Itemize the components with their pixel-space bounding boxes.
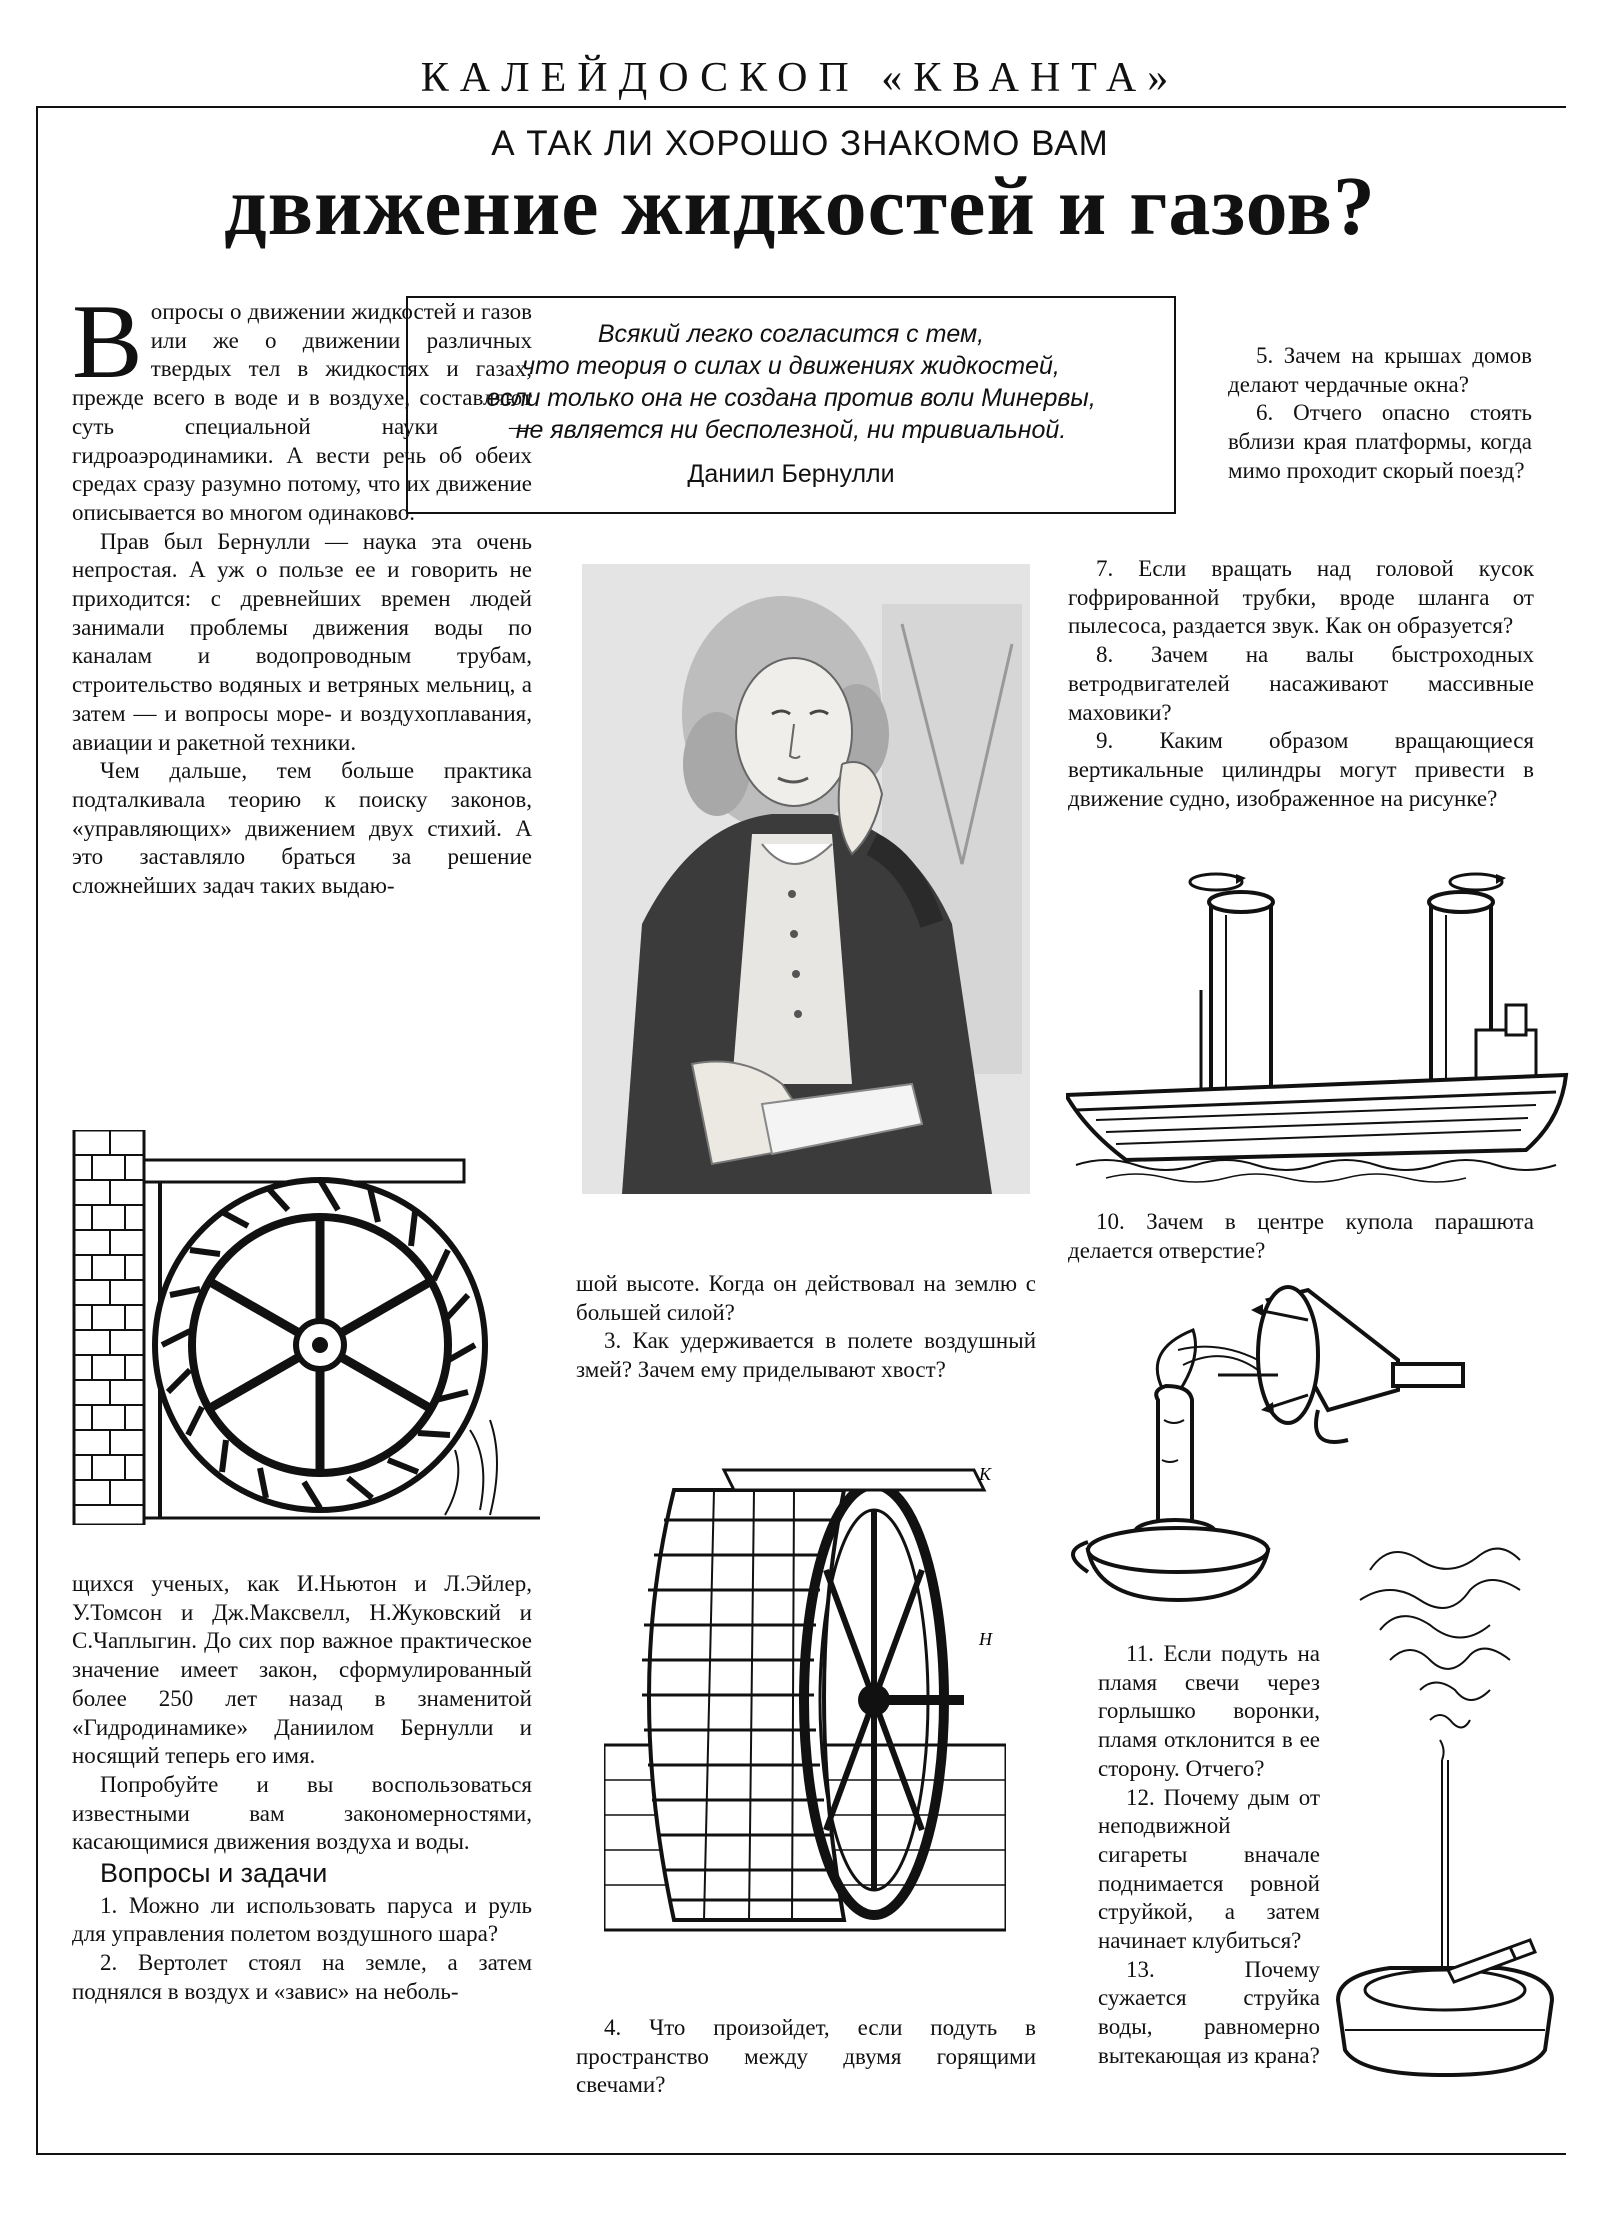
epigraph-line: если только она не создана против воли Минервы, bbox=[486, 384, 1096, 412]
question-2: 2. Вертолет стоял на земле, а затем поднялся в воздух и «завис» на неболь- bbox=[72, 1950, 532, 2004]
question-3: 3. Как удерживается в полете воздушный змей? Зачем ему приделывают хвост? bbox=[576, 1328, 1036, 1383]
article-kicker: А ТАК ЛИ ХОРОШО ЗНАКОМО ВАМ bbox=[491, 124, 1109, 163]
left-column-bottom bbox=[72, 1570, 532, 2007]
drop-cap: В bbox=[72, 283, 143, 400]
question-10: 10. Зачем в центре купола парашюта делается отверстие? bbox=[1068, 1209, 1534, 1263]
epigraph-line: не является ни бесполезной, ни тривиальной. bbox=[515, 416, 1067, 444]
center-column-top bbox=[576, 1270, 1036, 1385]
right-column-bottom bbox=[1098, 1640, 1320, 2071]
question-6: 6. Отчего опасно стоять вблизи края платформы, когда мимо проходит скорый поезд? bbox=[1228, 400, 1532, 483]
question-11: 11. Если подуть на пламя свечи через горлышко воронки, пламя отклонится в ее сторону. Отчего? bbox=[1098, 1641, 1320, 1781]
rubric-title: КАЛЕЙДОСКОП «КВАНТА» bbox=[420, 55, 1180, 101]
center-column-bottom bbox=[576, 2014, 1036, 2100]
water-wheel-illustration bbox=[70, 1130, 540, 1525]
right-column-narrow bbox=[1228, 342, 1532, 486]
article-title: движение жидкостей и газов? bbox=[224, 160, 1376, 253]
questions-heading: Вопросы и задачи bbox=[100, 1858, 328, 1889]
wheel-label-n: Н bbox=[979, 1629, 992, 1649]
question-2-continued: шой высоте. Когда он действовал на землю с большей силой? bbox=[576, 1271, 1036, 1325]
intro-paragraph-3: Чем дальше, тем больше практика подталкивала теорию к поиску законов, «управляющих» движением двух стихий. А это заставляло браться за решение сложнейших задач таких выдаю- bbox=[72, 758, 532, 899]
question-13: 13. Почему сужается струйка воды, равномерно вытекающая из крана? bbox=[1098, 1956, 1320, 2068]
mill-wheel-illustration bbox=[604, 1450, 1006, 1935]
rotor-ship-illustration bbox=[1066, 860, 1580, 1190]
intro-paragraph-1 bbox=[72, 283, 532, 528]
question-9: 9. Каким образом вращающиеся вертикальные цилиндры могут привести в движение судно, изображенное на рисунке? bbox=[1068, 728, 1534, 811]
question-7: 7. Если вращать над головой кусок гофрированной трубки, вроде шланга от пылесоса, раздается звук. Как он образуется? bbox=[1068, 556, 1534, 639]
epigraph-author: Даниил Бернулли bbox=[687, 460, 895, 488]
right-column-q10 bbox=[1068, 1208, 1534, 1265]
question-8: 8. Зачем на валы быстроходных ветродвигателей насаживают массивные маховики? bbox=[1068, 642, 1534, 725]
question-12: 12. Почему дым от неподвижной сигареты вначале поднимается ровной струйкой, а затем начинает клубиться? bbox=[1098, 1784, 1320, 1954]
intro-paragraph-2: Прав был Бернулли — наука эта очень непростая. А уж о пользе ее и говорить не приходится: с древнейших времен людей занимали проблемы движения воды по каналам и водопроводным трубам, строительство водяных и ветряных мельниц, а затем — и вопросы море- и воздухоплавания, авиации и ракетной техники. bbox=[72, 528, 532, 755]
cigarette-smoke-illustration bbox=[1330, 1530, 1560, 2090]
bernoulli-portrait bbox=[582, 564, 1030, 1194]
question-5: 5. Зачем на крышах домов делают чердачные окна? bbox=[1228, 343, 1532, 397]
intro-paragraph-4: щихся ученых, как И.Ньютон и Л.Эйлер, У.Томсон и Дж.Максвелл, Н.Жуковский и С.Чаплыгин. До сих пор важное практическое значение имеет закон, сформулированный более 250 лет назад в знаменитой «Гидродинамике» Даниилом Бернулли и носящий теперь его имя. bbox=[72, 1571, 532, 1769]
intro-paragraph-5: Попробуйте и вы воспользоваться известными вам закономерностями, касающимися движения воздуха и воды. bbox=[72, 1771, 532, 1855]
wheel-label-k: К bbox=[979, 1464, 991, 1484]
intro-column bbox=[72, 283, 532, 901]
question-1: 1. Можно ли использовать паруса и руль для управления полетом воздушного шара? bbox=[72, 1892, 532, 1947]
question-4: 4. Что произойдет, если подуть в пространство между двумя горящими свечами? bbox=[576, 2015, 1036, 2098]
epigraph-line: что теория о силах и движениях жидкостей, bbox=[522, 352, 1060, 380]
intro-text-1: опросы о движении жидкостей и газов или же о движении различных твердых тел в жидкостях и газах, прежде всего в воде и в воздухе, составляют суть специальной науки — гидроаэродинамики. А вести речь об обеих средах сразу разумно потому, что их движение описывается во многом одинаково. bbox=[72, 299, 532, 525]
right-column-wide bbox=[1068, 555, 1534, 813]
epigraph-line: Всякий легко согласится с тем, bbox=[597, 320, 985, 348]
